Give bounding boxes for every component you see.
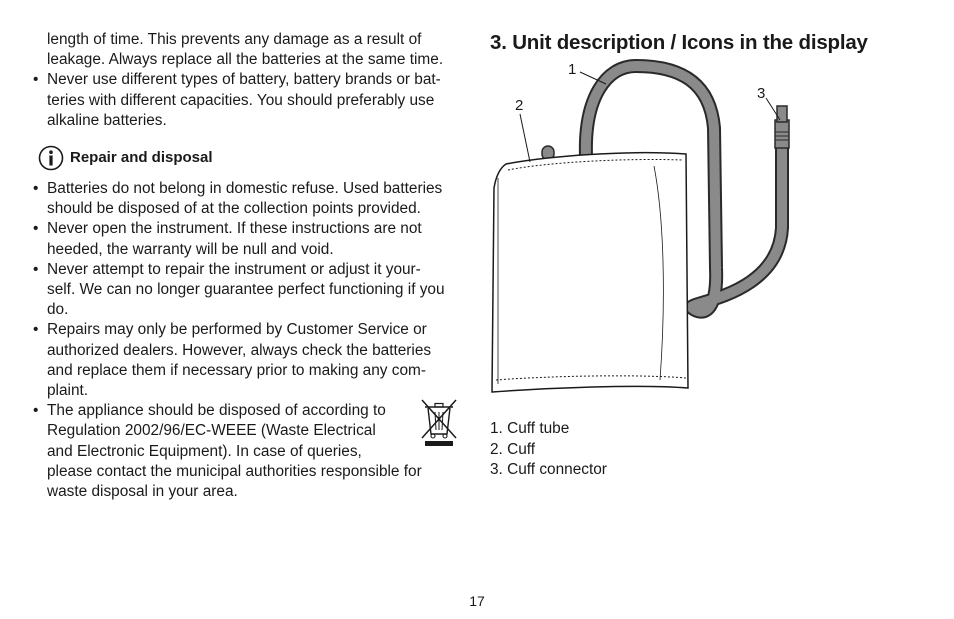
section-title: 3. Unit description / Icons in the display — [490, 31, 868, 54]
list-item-weee: • The appliance should be disposed of according to Regulation 2002/96/EC-WEEE (Waste Electrical and Electronic Equipment). In case of queries, please contact the municipal authorities responsible for waste disposal in your area. — [33, 401, 473, 502]
list-item: • Repairs may only be performed by Customer Service or authorized dealers. However, always check the batteries and replace them if necessary prior to making any com- plaint. — [33, 320, 473, 401]
list-item: • Never use different types of battery, battery brands or bat- teries with different capacities. You should preferably use alkaline batteries. — [33, 70, 473, 131]
list-item: • Never attempt to repair the instrument or adjust it your- self. We can no longer guarantee perfect functioning if you do. — [33, 260, 473, 321]
legend-item: 1. Cuff tube — [490, 420, 570, 437]
repair-heading — [38, 145, 473, 171]
legend-item: 3. Cuff connector — [490, 461, 607, 478]
info-icon — [38, 145, 64, 171]
right-column — [490, 30, 930, 56]
callout-3: 3 — [757, 85, 766, 102]
page-number: 17 — [469, 593, 485, 609]
legend-item: 2. Cuff — [490, 440, 536, 458]
intro-paragraph: length of time. This prevents any damage as a result of leakage. Always replace all the batteries at the same time. — [47, 31, 444, 69]
callout-2: 2 — [515, 97, 524, 114]
list-item: • Never open the instrument. If these instructions are not heeded, the warranty will be null and void. — [33, 219, 473, 259]
cuff — [492, 153, 688, 392]
battery-bullet-list — [33, 70, 473, 131]
cuff-connector — [775, 106, 789, 148]
list-item: • Batteries do not belong in domestic refuse. Used batteries should be disposed of at the collection points provided. — [33, 179, 473, 219]
callout-1: 1 — [568, 61, 577, 78]
left-column — [33, 30, 473, 502]
parts-legend — [490, 419, 607, 481]
weee-crossed-bin-icon — [419, 398, 459, 446]
cuff-illustration — [488, 58, 818, 398]
repair-bullet-list — [33, 179, 473, 502]
repair-title: Repair and disposal — [70, 148, 213, 166]
